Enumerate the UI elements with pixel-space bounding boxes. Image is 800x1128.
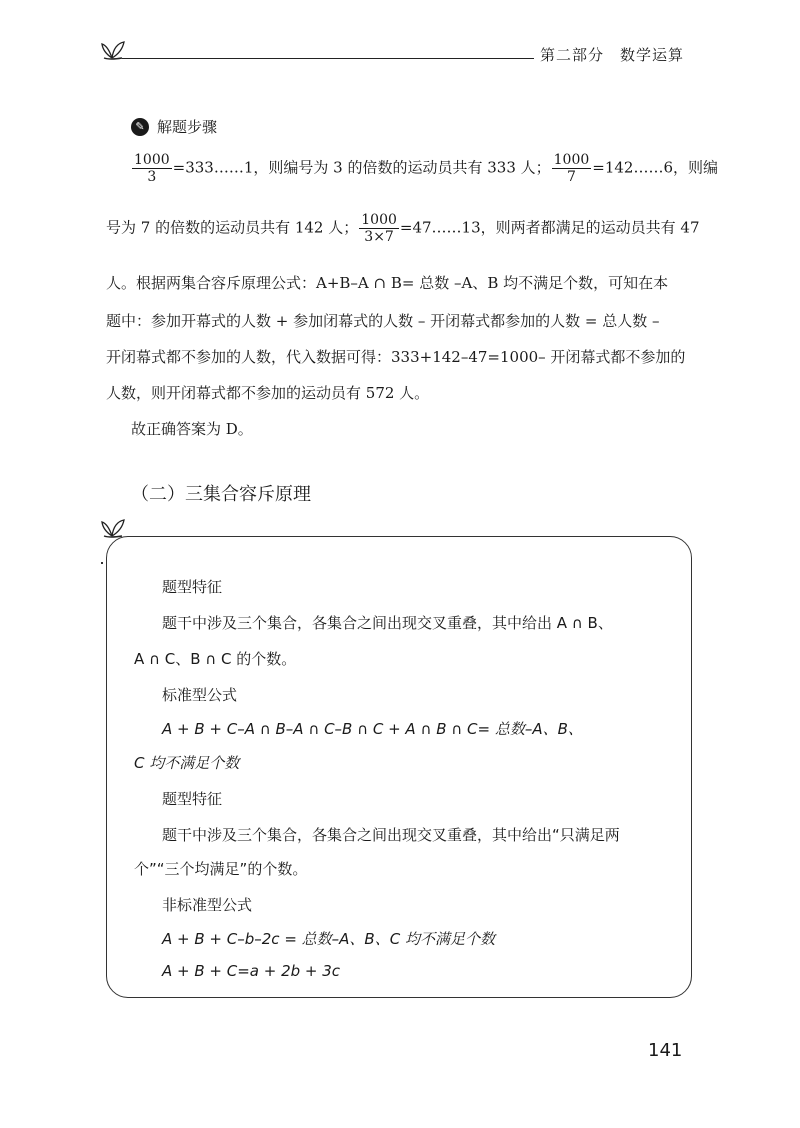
- section-title: （二）三集合容斥原理: [131, 484, 311, 505]
- box-formula-2: A + B + C–b–2c = 总数–A、B、C 均不满足个数: [162, 930, 495, 948]
- solution-line-2: 号为 7 的倍数的运动员共有 142 人； $\frac{1000}{3\times 7}$ =47……13，则两者都满足的运动员共有 47: [106, 212, 700, 246]
- box-formula-1b: C 均不满足个数: [134, 754, 240, 772]
- header-title: 第二部分 数学运算: [540, 46, 685, 64]
- solution-steps-heading: [131, 116, 217, 137]
- box-heading-4: 非标准型公式: [162, 896, 253, 914]
- solution-line-3: 人。根据两集合容斥原理公式：A+B–A ∩ B= 总数 –A、B 均不满足个数，可知在本: [106, 274, 669, 292]
- box-formula-3: A + B + C=a + 2b + 3c: [162, 962, 341, 980]
- box-heading-3: 题型特征: [162, 790, 223, 808]
- solution-line-5: 开闭幕式都不参加的人数，代入数据可得：333+142–47=1000– 开闭幕式都不参加的: [106, 348, 686, 366]
- fraction: $\frac{1000}{7}$: [553, 152, 590, 186]
- box-para-1a: 题干中涉及三个集合，各集合之间出现交叉重叠，其中给出 A ∩ B、: [162, 614, 613, 632]
- steps-icon: ✎: [131, 118, 149, 136]
- page-number: 141: [648, 1040, 683, 1061]
- box-formula-1a: A + B + C–A ∩ B–A ∩ C–B ∩ C + A ∩ B ∩ C= 总数–A、B、: [162, 720, 583, 738]
- box-heading-1: 题型特征: [162, 578, 223, 596]
- header-rule: [122, 58, 534, 59]
- box-para-2a: 题干中涉及三个集合，各集合之间出现交叉重叠，其中给出“只满足两: [162, 826, 620, 844]
- solution-line-1: $\frac{1000}{3}$ =333……1，则编号为 3 的倍数的运动员共有 333 人； $\frac{1000}{7}$ =142……6，则编: [134, 152, 719, 186]
- box-para-1b: A ∩ C、B ∩ C 的个数。: [134, 650, 297, 668]
- solution-steps-label: 解题步骤: [157, 118, 218, 136]
- margin-dot: [101, 562, 103, 564]
- answer-line: 故正确答案为 D。: [131, 420, 253, 438]
- fraction: $\frac{1000}{3}$: [134, 152, 170, 186]
- solution-line-4: 题中：参加开幕式的人数 + 参加闭幕式的人数 – 开闭幕式都参加的人数 = 总人数 –: [106, 312, 660, 330]
- box-para-2b: 个”“三个均满足”的个数。: [134, 860, 308, 878]
- box-heading-2: 标准型公式: [162, 686, 238, 704]
- solution-line-6: 人数，则开闭幕式都不参加的运动员有 572 人。: [106, 384, 430, 402]
- fraction: $\frac{1000}{3\times 7}$: [361, 212, 397, 246]
